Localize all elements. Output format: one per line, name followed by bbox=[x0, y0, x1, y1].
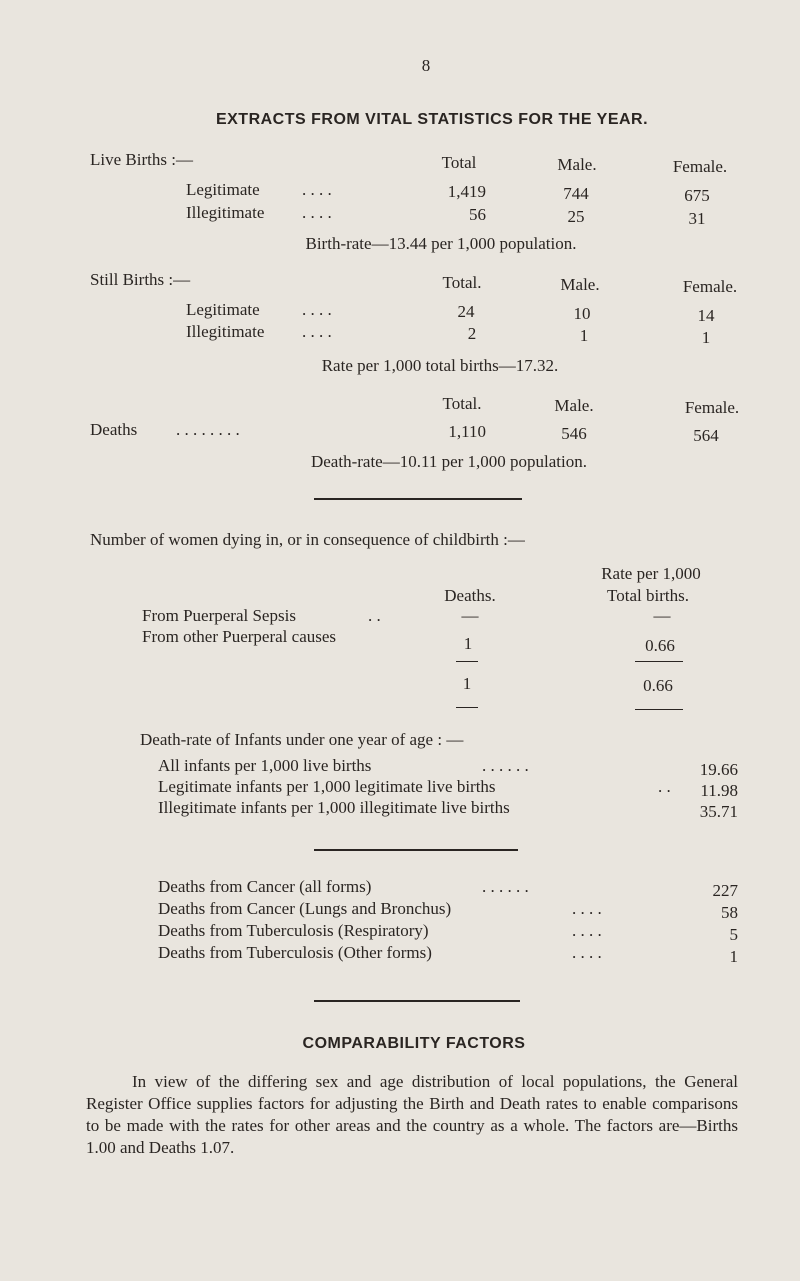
cell-female: 564 bbox=[693, 426, 719, 445]
leader-dots: . . bbox=[658, 777, 671, 796]
section-divider bbox=[314, 1000, 520, 1002]
leader-dots: . . . . bbox=[302, 300, 332, 319]
row-label: Illegitimate infants per 1,000 illegitimate live births bbox=[158, 798, 510, 817]
row-value: 11.98 bbox=[700, 781, 738, 800]
leader-dots: . . bbox=[368, 606, 381, 625]
section-divider bbox=[314, 849, 518, 851]
total-rate: 0.66 bbox=[643, 676, 673, 695]
cell-total: 24 bbox=[457, 302, 475, 321]
deaths-header-female: Female. bbox=[684, 398, 740, 417]
row-label: Illegitimate bbox=[186, 203, 265, 222]
deaths-header-male: Male. bbox=[554, 396, 594, 415]
total-deaths: 1 bbox=[462, 674, 472, 693]
comparability-heading: COMPARABILITY FACTORS bbox=[302, 1035, 526, 1052]
row-label: From other Puerperal causes bbox=[142, 627, 337, 646]
cell-male: 546 bbox=[561, 424, 587, 443]
leader-dots: . . . . bbox=[302, 180, 332, 199]
cell-rate: — bbox=[653, 606, 671, 625]
live-births-header-female: Female. bbox=[672, 157, 728, 176]
page-title: EXTRACTS FROM VITAL STATISTICS FOR THE YEAR. bbox=[215, 111, 649, 128]
section-divider bbox=[314, 498, 522, 500]
row-label: Deaths from Cancer (all forms) bbox=[158, 877, 372, 896]
still-births-header-total: Total. bbox=[442, 273, 482, 292]
row-label: Legitimate bbox=[186, 300, 260, 319]
childbirth-header-rate-line2: Total births. bbox=[607, 586, 689, 605]
row-label: Legitimate infants per 1,000 legitimate live births bbox=[158, 777, 496, 796]
childbirth-header-rate-line1: Rate per 1,000 bbox=[601, 564, 701, 583]
total-rule bbox=[635, 709, 683, 710]
cell-male: 1 bbox=[579, 326, 589, 345]
row-label: All infants per 1,000 live births bbox=[158, 756, 372, 775]
leader-dots: . . . . . . bbox=[482, 877, 529, 896]
sum-rule bbox=[635, 661, 683, 662]
leader-dots: . . . . . . bbox=[482, 756, 529, 775]
live-births-label: Live Births :— bbox=[90, 150, 193, 169]
row-value: 1 bbox=[729, 947, 738, 966]
row-label: Illegitimate bbox=[186, 322, 265, 341]
sum-rule bbox=[456, 661, 478, 662]
cell-male: 25 bbox=[567, 207, 585, 226]
cell-female: 675 bbox=[684, 186, 710, 205]
row-label: Deaths from Tuberculosis (Other forms) bbox=[158, 943, 432, 962]
row-label: Deaths from Tuberculosis (Respiratory) bbox=[158, 921, 429, 940]
cell-female: 31 bbox=[688, 209, 706, 228]
row-value: 5 bbox=[729, 925, 738, 944]
still-births-header-female: Female. bbox=[682, 277, 738, 296]
row-value: 19.66 bbox=[699, 760, 738, 779]
leader-dots: . . . . bbox=[572, 943, 602, 962]
cell-deaths: — bbox=[461, 606, 479, 625]
childbirth-header-deaths: Deaths. bbox=[444, 586, 496, 605]
leader-dots: . . . . . . . . bbox=[176, 420, 240, 439]
page-number: 8 bbox=[421, 56, 431, 75]
cell-total: 1,419 bbox=[447, 182, 486, 201]
cell-total: 2 bbox=[467, 324, 477, 343]
comparability-paragraph: In view of the differing sex and age distribution of local populations, the General Register Office supplies factors for adjusting the Birth and Death rates to enable comparisons to be made with the rates for other areas and the country as a whole. The factors are—Births 1.00 and Deaths 1.07. bbox=[86, 1072, 738, 1157]
still-births-label: Still Births :— bbox=[90, 270, 191, 289]
row-label: Legitimate bbox=[186, 180, 260, 199]
leader-dots: . . . . bbox=[572, 921, 602, 940]
cell-rate: 0.66 bbox=[645, 636, 675, 655]
cell-deaths: 1 bbox=[463, 634, 473, 653]
row-label: Deaths from Cancer (Lungs and Bronchus) bbox=[158, 899, 452, 918]
still-birth-rate: Rate per 1,000 total births—17.32. bbox=[321, 356, 559, 375]
still-births-header-male: Male. bbox=[560, 275, 600, 294]
live-births-header-total: Total bbox=[441, 153, 477, 172]
leader-dots: . . . . bbox=[302, 322, 332, 341]
deaths-header-total: Total. bbox=[442, 394, 482, 413]
row-value: 227 bbox=[712, 881, 738, 900]
infant-heading: Death-rate of Infants under one year of age : — bbox=[140, 730, 464, 749]
row-label: From Puerperal Sepsis bbox=[142, 606, 296, 625]
cell-male: 10 bbox=[573, 304, 591, 323]
deaths-label: Deaths bbox=[90, 420, 138, 439]
childbirth-intro: Number of women dying in, or in consequence of childbirth :— bbox=[90, 530, 525, 549]
leader-dots: . . . . bbox=[572, 899, 602, 918]
row-value: 58 bbox=[721, 903, 738, 922]
row-value: 35.71 bbox=[699, 802, 738, 821]
birth-rate: Birth-rate—13.44 per 1,000 population. bbox=[305, 234, 577, 253]
cell-total: 56 bbox=[469, 205, 486, 224]
cell-female: 1 bbox=[701, 328, 711, 347]
death-rate: Death-rate—10.11 per 1,000 population. bbox=[310, 452, 588, 471]
cell-total: 1,110 bbox=[448, 422, 486, 441]
cell-female: 14 bbox=[697, 306, 715, 325]
total-rule bbox=[456, 707, 478, 708]
live-births-header-male: Male. bbox=[557, 155, 597, 174]
leader-dots: . . . . bbox=[302, 203, 332, 222]
cell-male: 744 bbox=[563, 184, 589, 203]
